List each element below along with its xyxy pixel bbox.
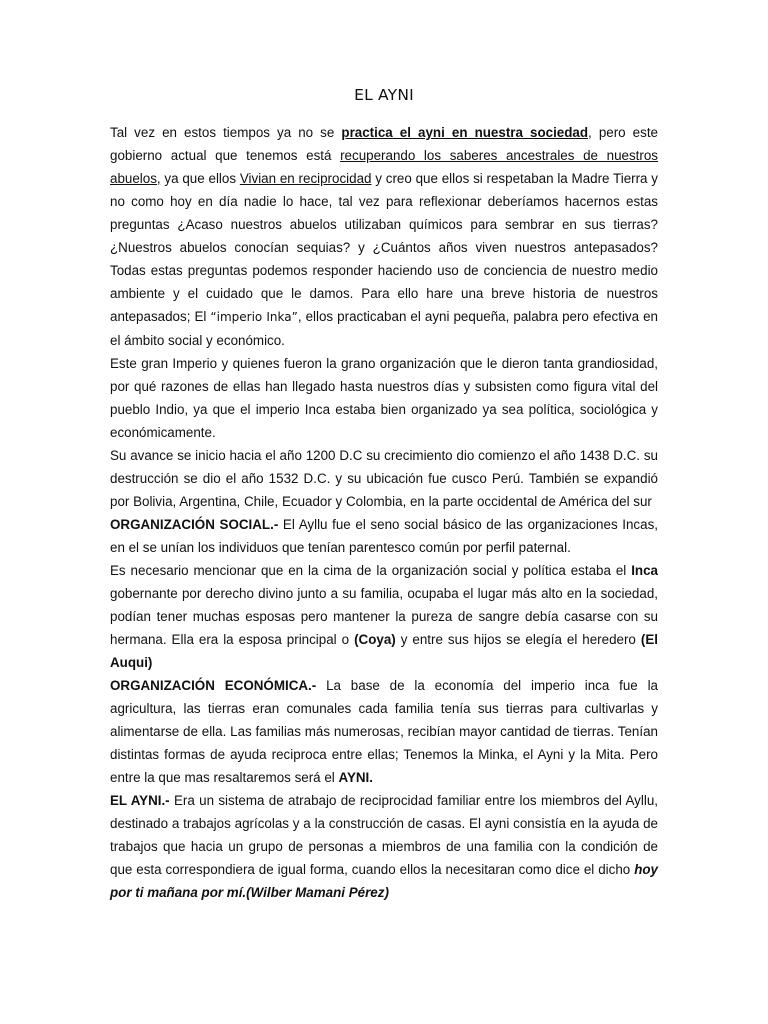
- paragraph-imperio: Este gran Imperio y quienes fueron la grano organización que le dieron tanta grandiosidad, por qué razones de ellas han llegado hasta nuestros días y subsisten como figura vital del pueblo Indio, ya que el imperio Inca estaba bien organizado ya sea política, sociológica y económicamente.: [110, 356, 658, 440]
- paragraph-text: y creo que ellos si respetaban la Madre Tierra y no como hoy en día nadie lo hace, tal vez para reflexionar deberíamos hacernos estas preguntas ¿Acaso nuestros abuelos utilizaban químicos para sembrar en sus tierras?¿Nuestros abuelos conocían sequias? y ¿Cuántos años viven nuestros antepasados? Todas estas preguntas podemos responder haciendo uso de conciencia de nuestro medio ambiente y el cuidado que le damos. Para ello hare una breve historia de nuestros antepasados; El: [110, 171, 658, 324]
- paragraph-text: La base de la economía del imperio inca fue la agricultura, las tierras eran comunales cada familia tenía sus tierras para cultivarlas y alimentarse de ella. Las familias más numerosas, recibían mayor cantidad de tierras. Tenían distintas formas de ayuda reciproca entre ellas; Tenemos la Minka, el Ayni y la Mita. Pero entre la que mas resaltaremos será el: [110, 678, 659, 785]
- paragraph-intro: [110, 121, 658, 352]
- paragraph-historia: Su avance se inicio hacia el año 1200 D.C su crecimiento dio comienzo el año 1438 D.C. su destrucción se dio el año 1532 D.C. y su ubicación fue cusco Perú. También se expandió por Bolivia, Argentina, Chile, Ecuador y Colombia, en la parte occidental de América del sur: [110, 448, 658, 509]
- bold-term: AYNI.: [338, 770, 373, 785]
- section-heading: ORGANIZACIÓN ECONÓMICA.-: [110, 678, 317, 693]
- quoted-phrase: “imperio Inka”: [210, 310, 298, 324]
- document-body: [110, 121, 658, 904]
- paragraph-text: gobernante por derecho divino junto a su familia, ocupaba el lugar más alto en la sociedad, podían tener muchas esposas pero mantener la pureza de sangre debía casarse con su hermana. Ella era la esposa principal o: [110, 586, 658, 647]
- closing-quote: hoy por ti mañana por mí.(Wilber Mamani Pérez): [110, 862, 658, 900]
- underlined-phrase: Vivian en reciprocidad: [239, 171, 372, 186]
- paragraph-organizacion-social: [110, 513, 658, 559]
- bold-term: (El Auqui): [110, 632, 658, 670]
- bold-term: (Coya): [354, 632, 396, 647]
- document-title: EL AYNI: [354, 86, 414, 104]
- paragraph-text: ya que ellos: [160, 171, 240, 186]
- paragraph-text: , pero este gobierno actual que tenemos está: [110, 125, 658, 163]
- paragraph-text: El Ayllu fue el seno social básico de las organizaciones Incas, en el se unían los individuos que tenían parentesco común por perfil paternal.: [110, 517, 658, 555]
- underlined-bold-phrase: practica el ayni en nuestra sociedad: [341, 125, 589, 140]
- paragraph-text: , ellos practicaban el ayni pequeña, palabra pero efectiva en el ámbito social y económico.: [110, 309, 658, 348]
- underlined-phrase: recuperando los saberes ancestrales de nuestros abuelos,: [110, 148, 658, 186]
- paragraph-text: Tal vez en estos tiempos ya no se: [110, 125, 342, 140]
- paragraph-text: Es necesario mencionar que en la cima de la organización social y política estaba el: [110, 563, 632, 578]
- paragraph-el-ayni: [110, 789, 658, 904]
- paragraph-text: Era un sistema de atrabajo de reciprocidad familiar entre los miembros del Ayllu, destinado a trabajos agrícolas y a la construcción de casas. El ayni consistía en la ayuda de trabajos que hacia un grupo de personas a miembros de una familia con la condición de que esta correspondiera de igual forma, cuando ellos la necesitaran como dice el dicho: [110, 793, 658, 877]
- paragraph-text: y entre sus hijos se elegía el heredero: [395, 632, 641, 647]
- section-heading: ORGANIZACIÓN SOCIAL.-: [110, 517, 279, 532]
- paragraph-inca: [110, 559, 658, 674]
- bold-term: Inca: [631, 563, 658, 578]
- paragraph-organizacion-economica: [110, 674, 658, 789]
- section-heading: EL AYNI.-: [110, 793, 170, 808]
